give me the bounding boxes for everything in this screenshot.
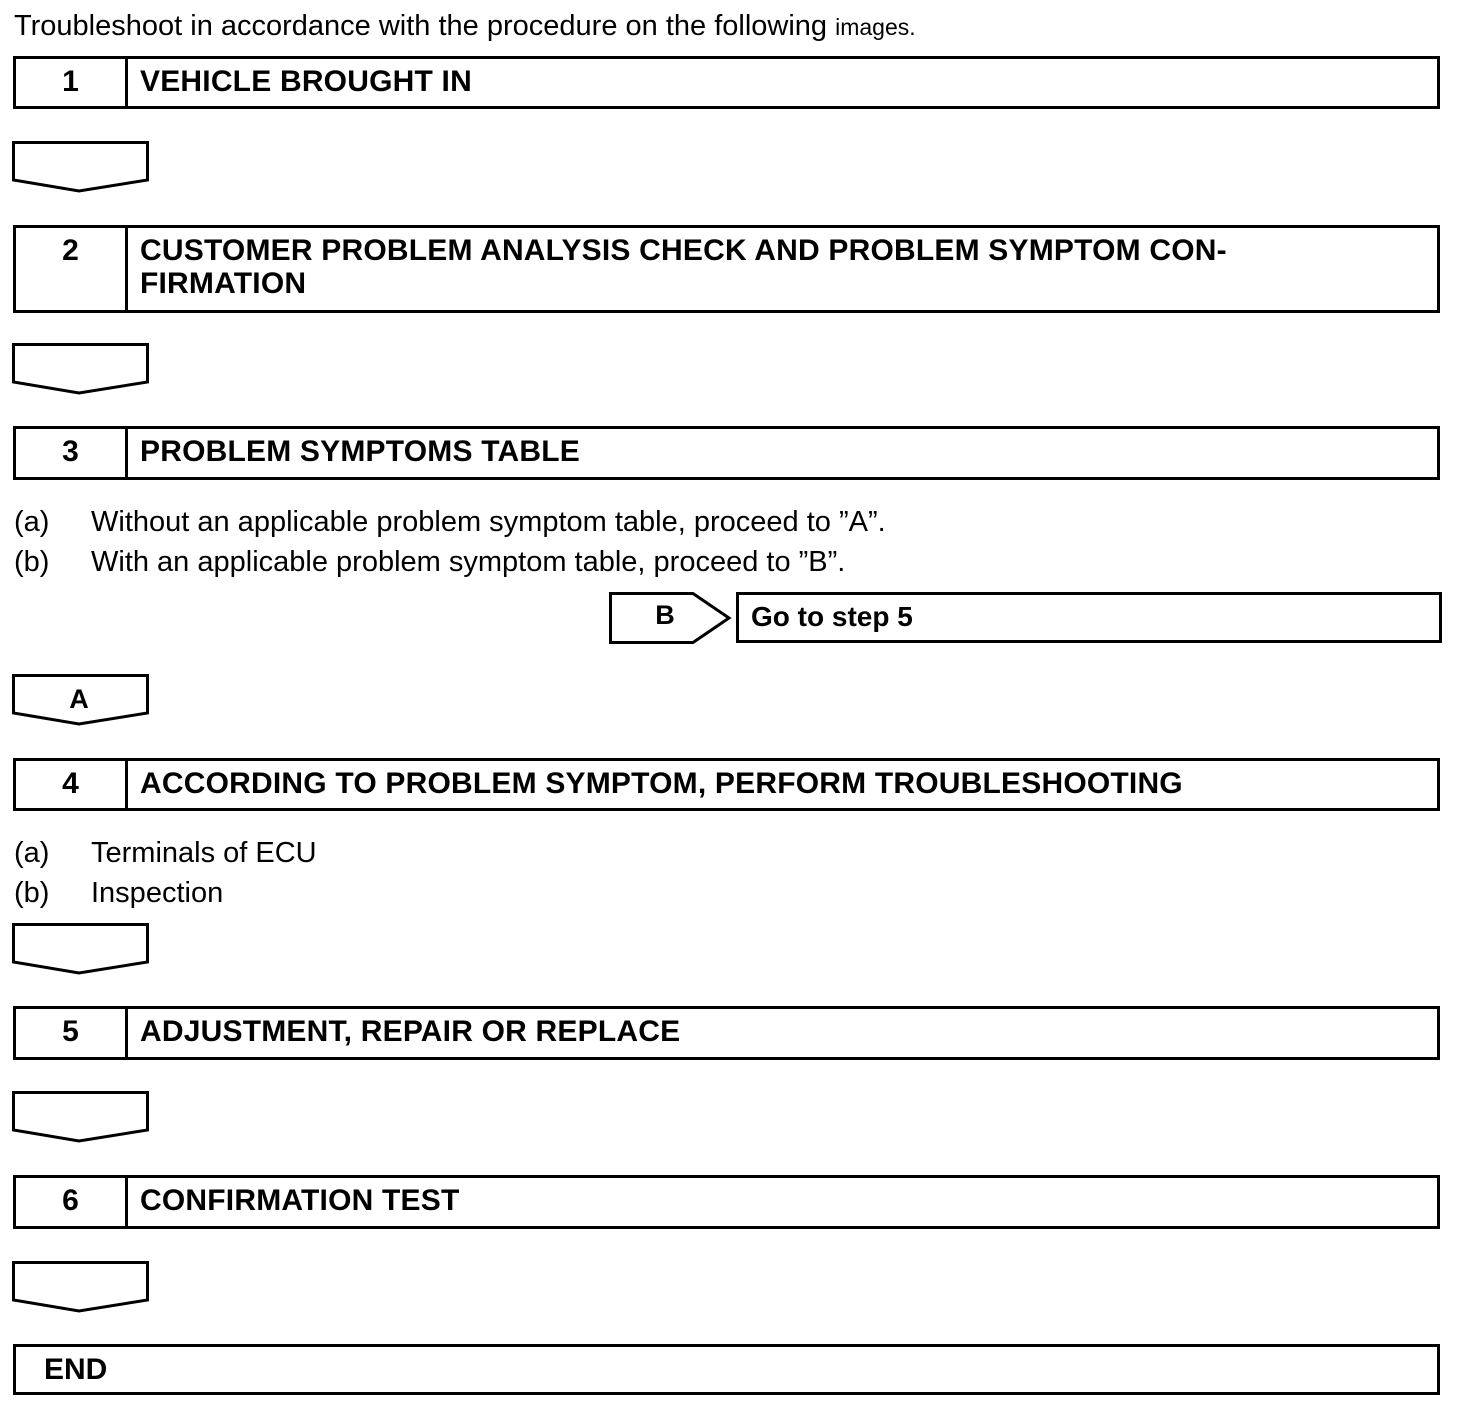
list-text: Without an applicable problem symptom table, proceed to ”A”. bbox=[91, 506, 886, 538]
list-text: Terminals of ECU bbox=[91, 837, 317, 869]
step-title: ACCORDING TO PROBLEM SYMPTOM, PERFORM TROUBLESHOOTING bbox=[140, 767, 1183, 800]
step-6-box bbox=[13, 1175, 1440, 1229]
step-title: PROBLEM SYMPTOMS TABLE bbox=[140, 435, 580, 468]
step-title-line1: CUSTOMER PROBLEM ANALYSIS CHECK AND PROBLEM SYMPTOM CON- bbox=[140, 234, 1227, 267]
list-marker: (a) bbox=[14, 506, 50, 538]
flow-arrow-a bbox=[12, 674, 150, 726]
step-2-box bbox=[13, 225, 1440, 313]
step-5-box bbox=[13, 1006, 1440, 1060]
flow-arrow-down-icon bbox=[12, 1261, 150, 1313]
list-text: Inspection bbox=[91, 877, 224, 909]
flow-arrow-down-icon bbox=[12, 343, 150, 395]
flow-arrow-down-icon bbox=[12, 1091, 150, 1143]
step-number: 5 bbox=[16, 1009, 128, 1057]
step-title: ADJUSTMENT, REPAIR OR REPLACE bbox=[140, 1015, 681, 1048]
step-number: 6 bbox=[16, 1178, 128, 1226]
step-number: 4 bbox=[16, 761, 128, 808]
step-4-box bbox=[13, 758, 1440, 811]
list-item bbox=[14, 877, 223, 910]
flow-arrow-down-icon bbox=[12, 923, 150, 975]
list-marker: (b) bbox=[14, 546, 50, 578]
end-box: END bbox=[13, 1344, 1440, 1395]
branch-b-arrow bbox=[609, 592, 735, 644]
step-number: 3 bbox=[16, 429, 128, 477]
branch-label: B bbox=[655, 600, 675, 630]
step-number: 1 bbox=[16, 59, 128, 106]
intro-main: Troubleshoot in accordance with the procedure on the following bbox=[14, 10, 828, 42]
step-title bbox=[128, 228, 1227, 310]
intro-text bbox=[14, 10, 916, 43]
step-title: VEHICLE BROUGHT IN bbox=[140, 65, 472, 98]
goto-box: Go to step 5 bbox=[736, 592, 1442, 643]
arrow-label: A bbox=[69, 684, 89, 714]
step-title-line2: FIRMATION bbox=[140, 267, 307, 300]
intro-small: images. bbox=[835, 14, 916, 40]
step-1-box bbox=[13, 56, 1440, 109]
list-text: With an applicable problem symptom table, proceed to ”B”. bbox=[91, 546, 846, 578]
flow-arrow-down-icon bbox=[12, 141, 150, 193]
step-number: 2 bbox=[16, 228, 128, 310]
list-item bbox=[14, 506, 886, 539]
list-marker: (a) bbox=[14, 837, 50, 869]
list-item bbox=[14, 837, 317, 870]
list-marker: (b) bbox=[14, 877, 50, 909]
list-item bbox=[14, 546, 845, 579]
step-title: CONFIRMATION TEST bbox=[140, 1184, 460, 1217]
step-3-box bbox=[13, 426, 1440, 480]
